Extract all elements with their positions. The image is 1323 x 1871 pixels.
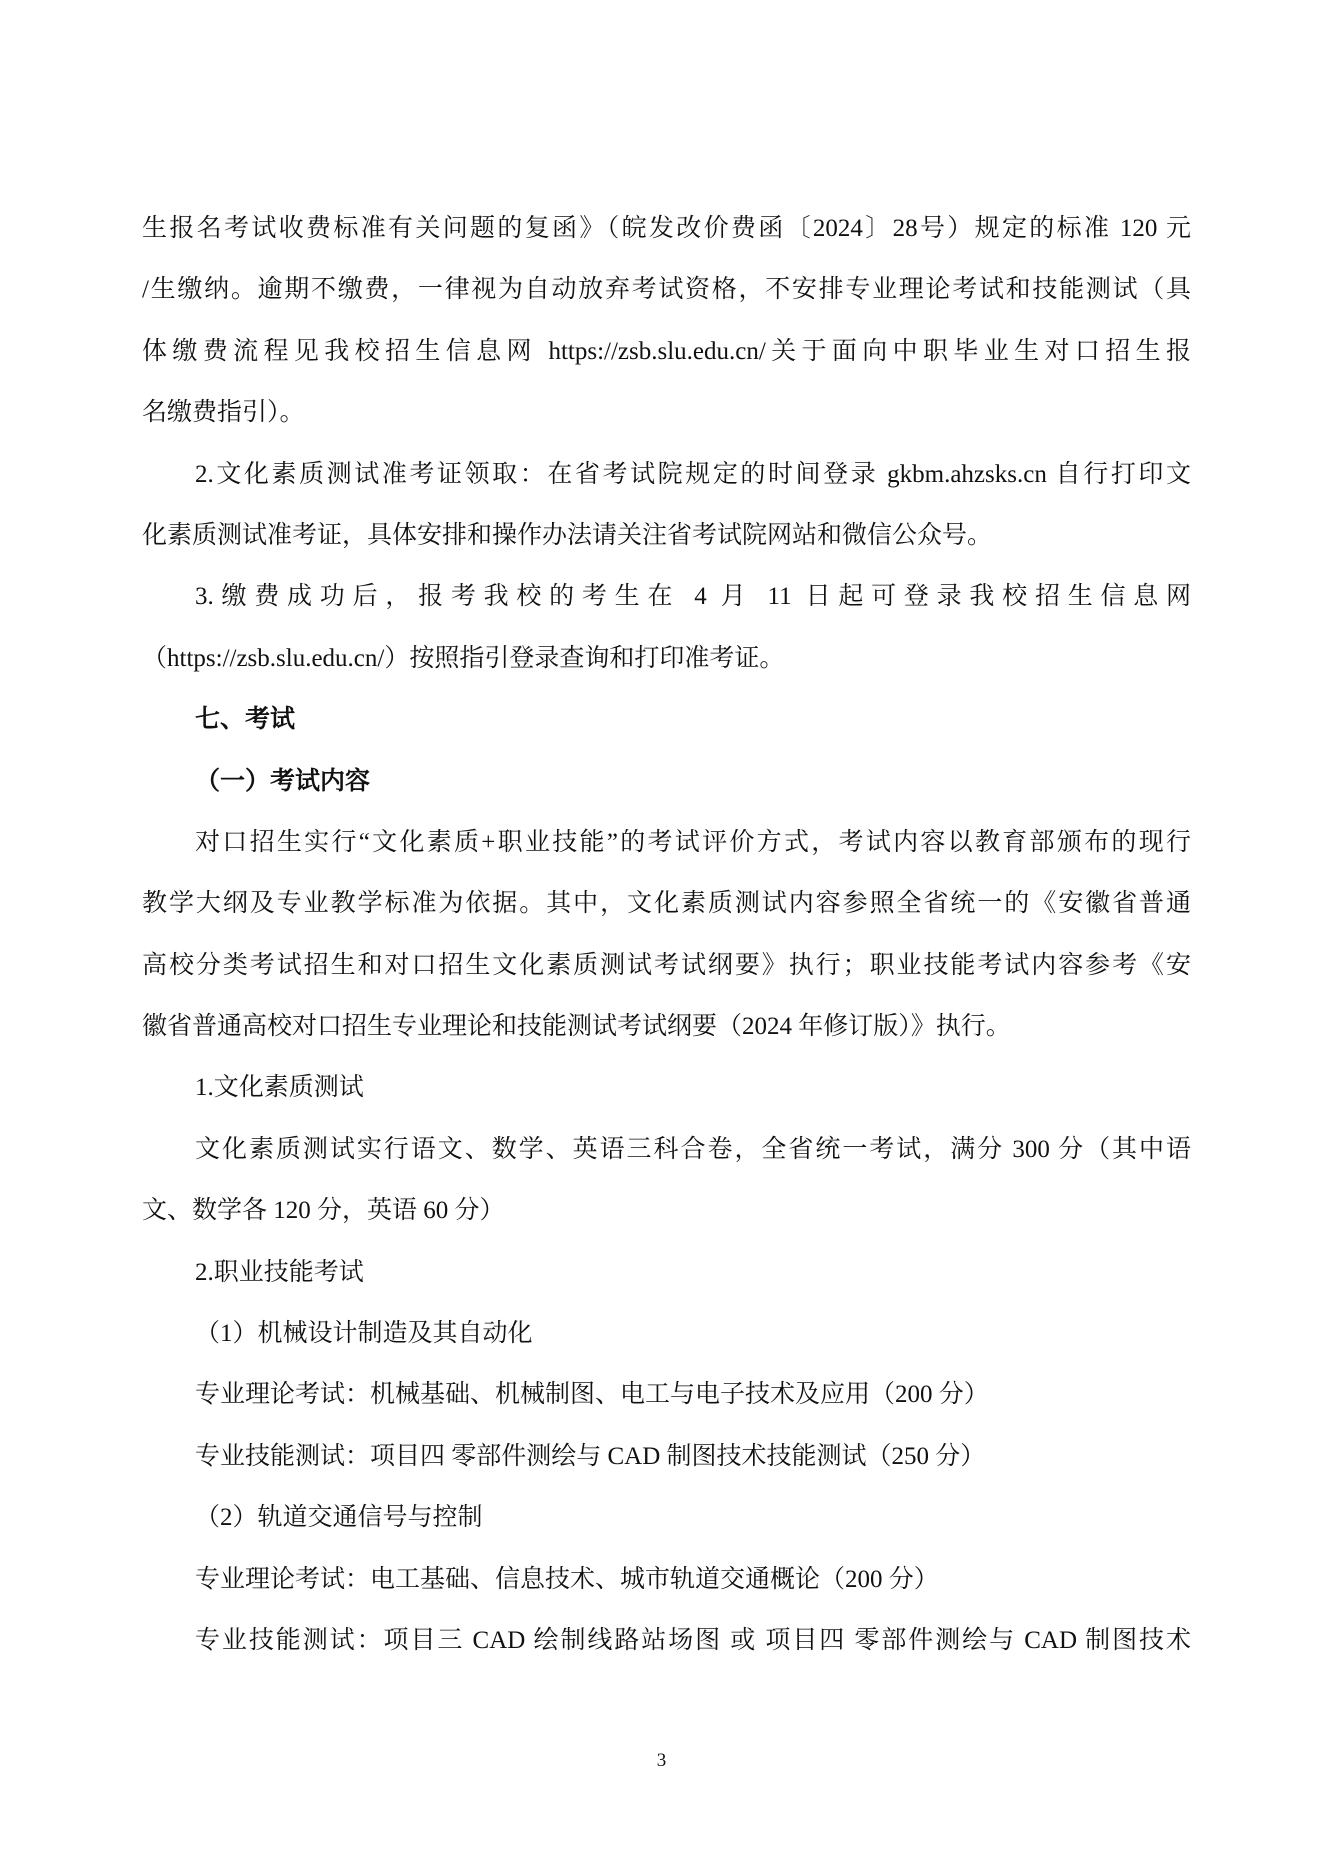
text-line: 2.文化素质测试准考证领取：在省考试院规定的时间登录 gkbm.ahzsks.cn 自行打印文	[195, 460, 1191, 488]
text-line: 专业技能测试：项目三 CAD 绘制线路站场图 或 项目四 零部件测绘与 CAD 制图技术	[195, 1626, 1191, 1654]
text-line: 生报名考试收费标准有关问题的复函》（皖发改价费函〔2024〕28号）规定的标准 120 元	[142, 215, 1191, 242]
text-line: （1）机械设计制造及其自动化	[195, 1320, 533, 1348]
text-line: /生缴纳。逾期不缴费，一律视为自动放弃考试资格，不安排专业理论考试和技能测试（具	[142, 276, 1191, 304]
text-line: 1.文化素质测试	[195, 1074, 364, 1102]
text-line: 教学大纲及专业教学标准为依据。其中，文化素质测试内容参照全省统一的《安徽省普通	[142, 890, 1191, 918]
text-line: 2.职业技能考试	[195, 1258, 364, 1286]
text-line: 专业理论考试：电工基础、信息技术、城市轨道交通概论（200 分）	[195, 1565, 939, 1593]
text-line: 3.缴费成功后，报考我校的考生在 4 月 11 日起可登录我校招生信息网	[195, 583, 1191, 611]
text-line: （2）轨道交通信号与控制	[195, 1504, 483, 1532]
text-line: 高校分类考试招生和对口招生文化素质测试考试纲要》执行；职业技能考试内容参考《安	[142, 951, 1191, 979]
text-line: 化素质测试准考证，具体安排和操作办法请关注省考试院网站和微信公众号。	[142, 521, 993, 549]
document-body	[142, 198, 1191, 1671]
text-line: 名缴费指引）。	[142, 399, 305, 427]
text-line: （https://zsb.slu.edu.cn/）按照指引登录查询和打印准考证。	[142, 644, 785, 672]
text-line: 专业理论考试：机械基础、机械制图、电工与电子技术及应用（200 分）	[195, 1381, 989, 1409]
section-heading: （一）考试内容	[195, 767, 371, 795]
text-line: 体缴费流程见我校招生信息网 https://zsb.slu.edu.cn/关于面向中职毕业生对口招生报	[142, 337, 1191, 365]
text-line: 文、数学各 120 分，英语 60 分）	[142, 1197, 505, 1225]
text-line: 文化素质测试实行语文、数学、英语三科合卷，全省统一考试，满分 300 分（其中语	[195, 1135, 1191, 1163]
section-heading: 七、考试	[195, 706, 296, 734]
text-line: 徽省普通高校对口招生专业理论和技能测试考试纲要（2024 年修订版）》执行。	[142, 1013, 1011, 1041]
page-number: 3	[656, 1750, 667, 1771]
text-line: 对口招生实行“文化素质+职业技能”的考试评价方式，考试内容以教育部颁布的现行	[195, 828, 1191, 856]
text-line: 专业技能测试：项目四 零部件测绘与 CAD 制图技术技能测试（250 分）	[195, 1442, 986, 1470]
